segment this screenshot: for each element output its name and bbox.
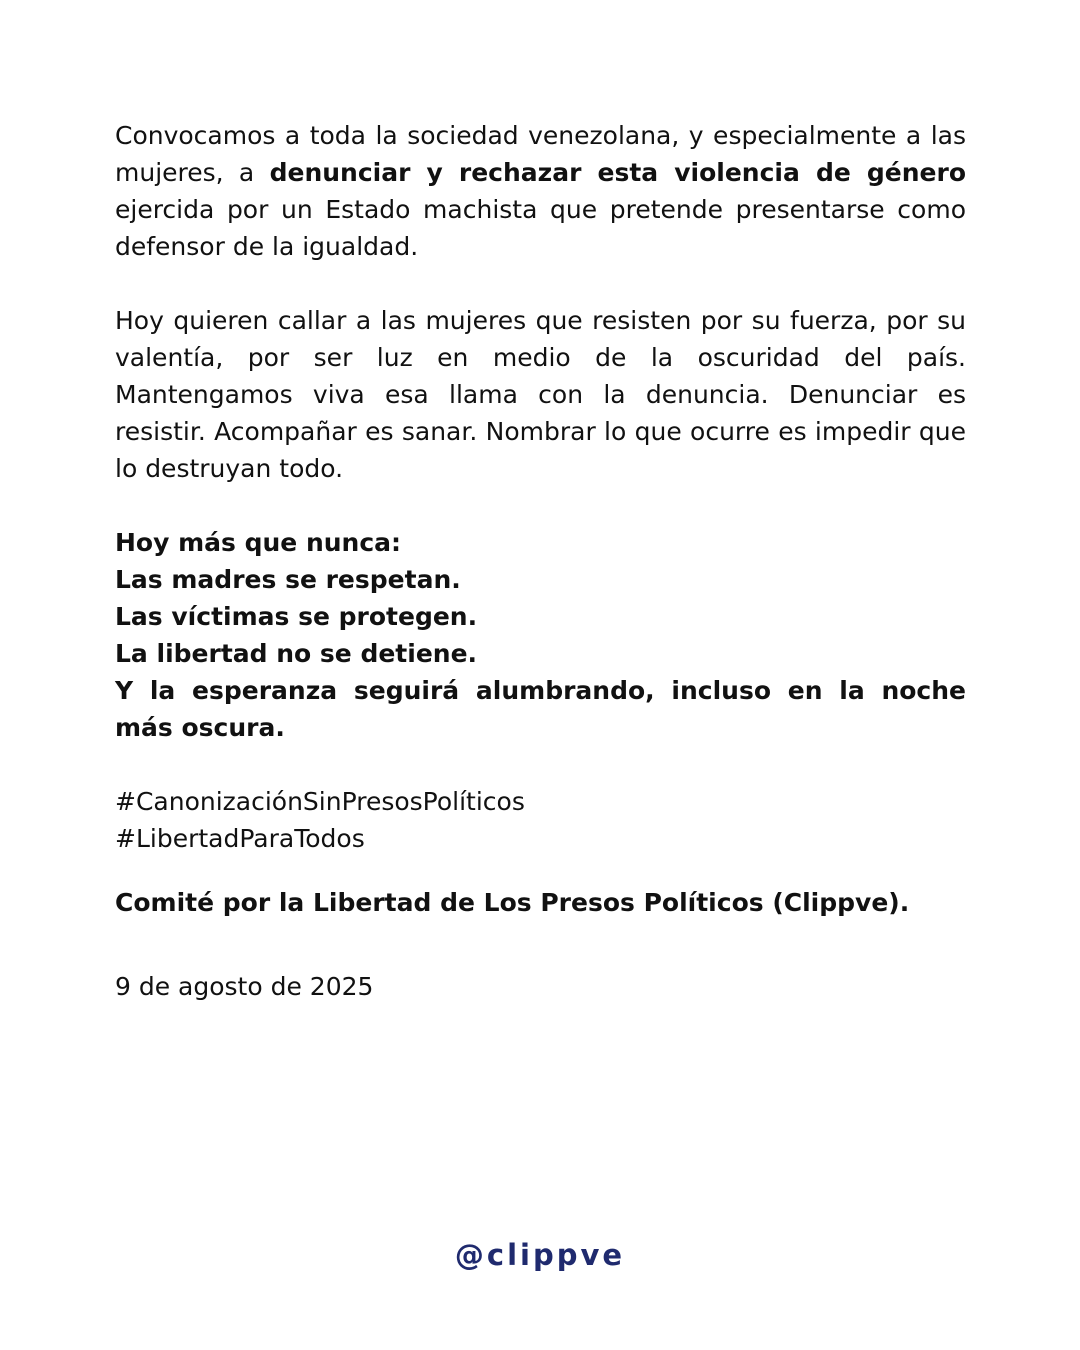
paragraph1-text-start: Convocamos a toda la sociedad venezolana, y especialmente a las mujeres, a [115, 121, 966, 187]
signature: Comité por la Libertad de Los Presos Políticos (Clippve). [115, 888, 910, 917]
paragraph1-bold-phrase: denunciar y rechazar esta violencia de género [269, 158, 966, 187]
social-handle: @clippve [454, 1238, 626, 1272]
closing-line-5: Y la esperanza seguirá alumbrando, incluso en la noche más oscura. [115, 676, 966, 742]
statement-date: 9 de agosto de 2025 [115, 972, 374, 1001]
closing-line-1: Hoy más que nunca: [115, 528, 402, 557]
paragraph-resistance: Hoy quieren callar a las mujeres que resisten por su fuerza, por su valentía, por ser luz en medio de la oscuridad del país. Mantengamos viva esa llama con la denuncia. Denunciar es resistir. Acompañar es sanar. Nombrar lo que ocurre es impedir que lo destruyan todo. [115, 306, 966, 483]
hashtag-canonizacion: #CanonizaciónSinPresosPolíticos [115, 787, 525, 816]
closing-line-4: La libertad no se detiene. [115, 639, 478, 668]
paragraph1-text-end: ejercida por un Estado machista que pretende presentarse como defensor de la igualdad. [115, 195, 966, 261]
closing-line-3: Las víctimas se protegen. [115, 602, 478, 631]
hashtag-libertad: #LibertadParaTodos [115, 824, 365, 853]
statement-body [115, 117, 966, 1005]
paragraph-call-to-action [115, 117, 966, 265]
hashtag-list [115, 783, 966, 857]
closing-line-2: Las madres se respetan. [115, 565, 461, 594]
closing-statements [115, 524, 966, 746]
